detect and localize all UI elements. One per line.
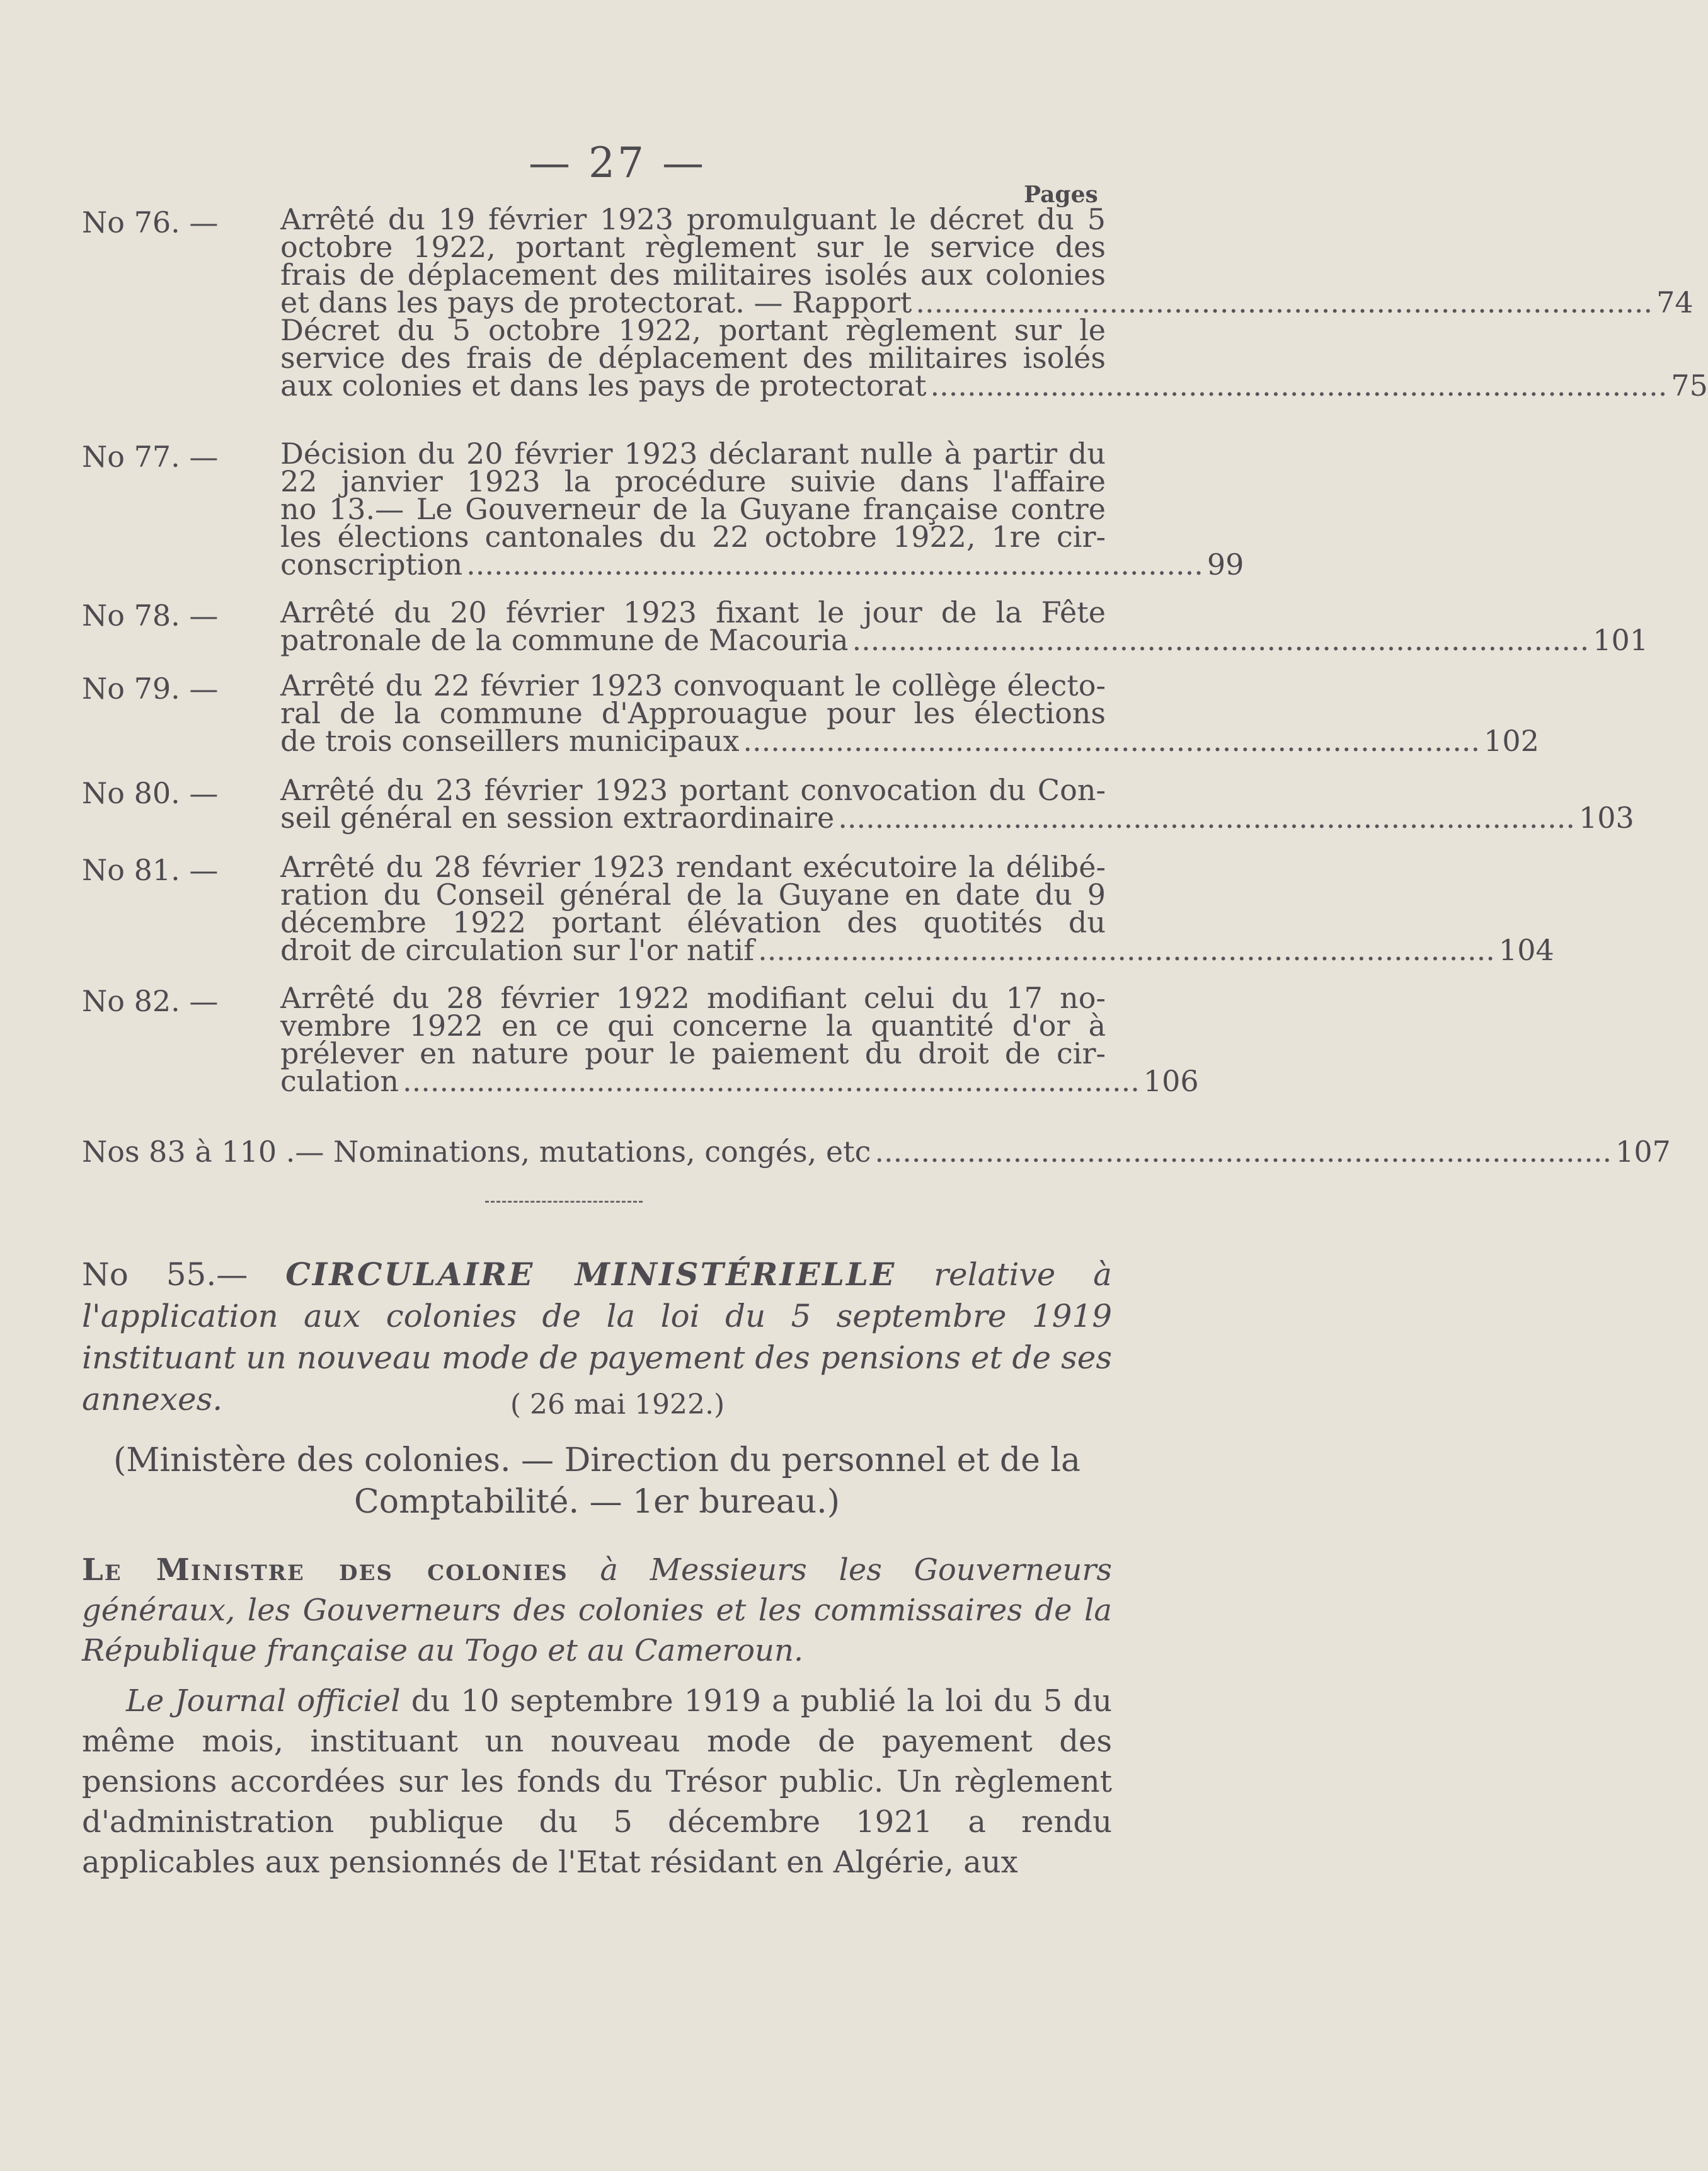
dot-leader: ................................................................................ bbox=[403, 1064, 1140, 1098]
entry-last-line bbox=[280, 801, 1634, 835]
address-line bbox=[82, 1550, 1112, 1671]
entry-number: No 80. — bbox=[82, 776, 219, 810]
entry-number: No 77. — bbox=[82, 440, 219, 474]
toc-entry-79 bbox=[82, 668, 1539, 758]
entry-number: No 79. — bbox=[82, 672, 219, 706]
circular-title-caps: CIRCULAIRE MINISTÉRIELLE bbox=[285, 1256, 897, 1293]
entry-line: service des frais de déplacement des militaires isolés bbox=[280, 341, 1106, 375]
entry-line: vembre 1922 en ce qui concerne la quantité d'or à bbox=[280, 1009, 1106, 1043]
dot-leader: ................................................................................ bbox=[915, 285, 1653, 319]
entry-line: no 13.— Le Gouverneur de la Guyane française contre bbox=[280, 492, 1106, 526]
toc-entry-81 bbox=[82, 850, 1554, 967]
entry-number: No 82. — bbox=[82, 984, 219, 1018]
entry-text: et dans les pays de protectorat. — Rapport bbox=[280, 285, 912, 319]
entry-last-line bbox=[280, 724, 1539, 758]
entry-text: culation bbox=[280, 1064, 399, 1098]
entry-line: les élections cantonales du 22 octobre 1922, 1re cir- bbox=[280, 520, 1106, 554]
entry-last-line bbox=[280, 933, 1554, 967]
entry-line: décembre 1922 portant élévation des quotités du bbox=[280, 905, 1106, 939]
entry-page: 104 bbox=[1498, 933, 1554, 967]
entry-text: Nos 83 à 110 .— Nominations, mutations, congés, etc bbox=[82, 1135, 871, 1169]
entry-text: droit de circulation sur l'or natif bbox=[280, 933, 755, 967]
entry-page: 103 bbox=[1578, 801, 1634, 835]
entry-last-line bbox=[280, 369, 1708, 403]
entry-line: prélever en nature pour le paiement du droit de cir- bbox=[280, 1036, 1106, 1070]
entry-number: No 76. — bbox=[82, 205, 219, 239]
entry-line: 22 janvier 1923 la procédure suivie dans l'affaire bbox=[280, 464, 1106, 498]
entry-page: 101 bbox=[1593, 623, 1649, 657]
entry-last-line bbox=[280, 623, 1649, 657]
toc-entry-76 bbox=[82, 202, 1708, 403]
entry-text: seil général en session extraordinaire bbox=[280, 801, 835, 835]
circular-number: No 55.— bbox=[82, 1256, 248, 1293]
entry-line: Arrêté du 22 février 1923 convoquant le collège électo- bbox=[280, 668, 1106, 702]
address-sender: Le Ministre des colonies bbox=[82, 1552, 568, 1588]
pages-column-header: Pages bbox=[1024, 181, 1098, 208]
dot-leader: ................................................................................ bbox=[758, 933, 1495, 967]
entry-line: Arrêté du 28 février 1922 modifiant celui du 17 no- bbox=[280, 981, 1106, 1015]
entry-line: Décision du 20 février 1923 déclarant nulle à partir du bbox=[280, 437, 1106, 471]
entry-last-line bbox=[280, 547, 1244, 581]
journal-name: Le Journal officiel bbox=[126, 1683, 401, 1719]
entry-line: Arrêté du 20 février 1923 fixant le jour de la Fête bbox=[280, 595, 1106, 629]
entry-text: de trois conseillers municipaux bbox=[280, 724, 740, 758]
entry-line: ration du Conseil général de la Guyane en date du 9 bbox=[280, 878, 1106, 912]
entry-last-line bbox=[82, 1135, 1671, 1169]
circular-date: ( 26 mai 1922.) bbox=[510, 1389, 725, 1421]
entry-page: 106 bbox=[1143, 1064, 1199, 1098]
toc-entry-78 bbox=[82, 595, 1649, 657]
entry-page: 99 bbox=[1206, 547, 1244, 581]
toc-entry-77 bbox=[82, 437, 1244, 581]
dot-leader: ................................................................................ bbox=[838, 801, 1575, 835]
entry-page: 107 bbox=[1615, 1135, 1671, 1169]
paragraph-text: du 10 septembre 1919 a publié la loi du 5 du même mois, instituant un nouveau mode de payement des pensions accordées sur les fonds du Trésor public. Un règlement d'administration publique du 5 décembre 1921 a rendu applicables aux pensionnés de l'Etat résidant en Algérie, aux bbox=[82, 1683, 1112, 1880]
page-number: — 27 — bbox=[529, 139, 706, 187]
entry-text: aux colonies et dans les pays de protectorat bbox=[280, 369, 927, 403]
entry-line: Décret du 5 octobre 1922, portant règlement sur le bbox=[280, 313, 1106, 347]
dot-leader: ................................................................................ bbox=[930, 369, 1668, 403]
entry-text: conscription bbox=[280, 547, 463, 581]
section-divider bbox=[485, 1201, 643, 1203]
entry-page: 74 bbox=[1656, 285, 1694, 319]
circular-title-rest: relative à l'application aux colonies de la loi du 5 septembre 1919 instituant un nouveau mode de payement des pensions et de ses annexes. bbox=[82, 1256, 1112, 1418]
entry-last-line bbox=[280, 285, 1694, 319]
toc-entry-80 bbox=[82, 773, 1634, 835]
ministry-line: (Ministère des colonies. — Direction du personnel et de la Comptabilité. — 1er bureau.) bbox=[113, 1441, 1081, 1521]
dot-leader: ................................................................................ bbox=[743, 724, 1481, 758]
entry-text: patronale de la commune de Macouria bbox=[280, 623, 849, 657]
entry-last-line bbox=[280, 1064, 1199, 1098]
entry-number: No 78. — bbox=[82, 599, 219, 633]
toc-entry-83-110 bbox=[82, 1135, 1671, 1169]
entry-line: Arrêté du 23 février 1923 portant convocation du Con- bbox=[280, 773, 1106, 807]
entry-page: 102 bbox=[1484, 724, 1539, 758]
toc-entry-82 bbox=[82, 981, 1199, 1098]
entry-number: No 81. — bbox=[82, 853, 219, 887]
entry-line: octobre 1922, portant règlement sur le service des bbox=[280, 230, 1106, 264]
entry-line: Arrêté du 28 février 1923 rendant exécutoire la délibé- bbox=[280, 850, 1106, 884]
entry-page: 75 bbox=[1671, 369, 1708, 403]
dot-leader: ................................................................................ bbox=[466, 547, 1203, 581]
address-recipients: à Messieurs les Gouverneurs généraux, les Gouverneurs des colonies et les commissaires de la République française au Togo et au Cameroun. bbox=[82, 1552, 1112, 1668]
entry-line: ral de la commune d'Approuague pour les élections bbox=[280, 696, 1106, 730]
entry-line: Arrêté du 19 février 1923 promulguant le décret du 5 bbox=[280, 202, 1106, 236]
body-paragraph bbox=[82, 1681, 1112, 1882]
dot-leader: ................................................................................ bbox=[874, 1135, 1612, 1169]
entry-line: frais de déplacement des militaires isolés aux colonies bbox=[280, 258, 1106, 292]
dot-leader: ................................................................................ bbox=[852, 623, 1590, 657]
